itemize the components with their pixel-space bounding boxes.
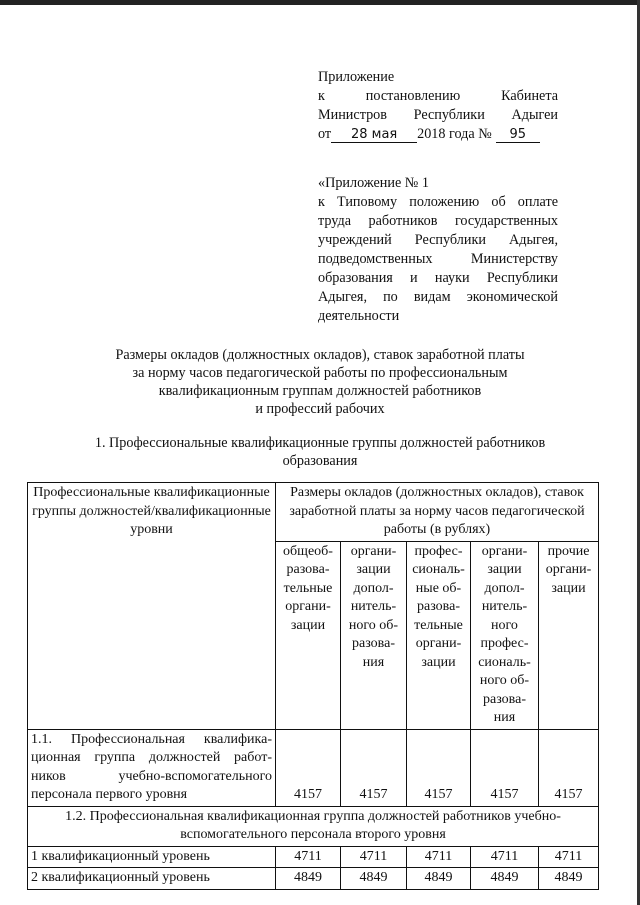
- appendix-note-line: к Типовому положению об оплате: [318, 194, 558, 210]
- table-row: [28, 806, 599, 846]
- subcol-vocational-ed: профес-сиональ-ные об-разова-тельные органи-зации: [407, 541, 471, 729]
- table-cell: 4849: [471, 868, 539, 890]
- word: Республики: [413, 107, 485, 123]
- word: постановлению: [365, 88, 461, 104]
- group-1-label: 1.1. Профессиональная квалифика-ционная группа должностей работ-ников учебно-вспомогательного персонала первого уровня: [28, 729, 276, 806]
- appendix-title: Приложение: [318, 69, 395, 85]
- section-title: [0, 434, 640, 470]
- table-cell: 4849: [539, 868, 599, 890]
- document-heading: [0, 346, 640, 418]
- word: Министров: [318, 107, 387, 123]
- table-cell: 4157: [341, 729, 407, 806]
- appendix-note-line: деятельности: [318, 308, 400, 324]
- table-row: [28, 729, 599, 806]
- date-year: 2018 года №: [417, 126, 492, 142]
- header-salaries: Размеры окладов (должностных окладов), ставок заработной платы за норму часов педагогической работы (в рублях): [276, 483, 599, 542]
- table-row: [28, 846, 599, 868]
- table-cell: 4849: [407, 868, 471, 890]
- subcol-general-ed: общеоб-разова-тельные органи-зации: [276, 541, 341, 729]
- group-2-title: 1.2. Профессиональная квалификационная группа должностей работников учебно-вспомогательного персонала второго уровня: [28, 806, 599, 846]
- table-cell: 4711: [276, 846, 341, 868]
- subcol-additional-ed: органи-зации допол-нитель-ного об-разова-ния: [341, 541, 407, 729]
- table-cell: 4711: [471, 846, 539, 868]
- scan-top-border: [0, 0, 640, 5]
- date-prefix: от: [318, 126, 332, 142]
- word: к: [318, 88, 325, 104]
- table-cell: 4157: [276, 729, 341, 806]
- appendix-note-line: учреждений Республики Адыгея,: [318, 232, 558, 248]
- subcol-additional-prof-ed: органи-зации допол-нитель-ного профес-сиональ-ного об-разова-ния: [471, 541, 539, 729]
- heading-line: за норму часов педагогической работы по профессиональным: [132, 365, 508, 381]
- heading-line: Размеры окладов (должностных окладов), ставок заработной платы: [115, 347, 525, 363]
- table-cell: 4711: [539, 846, 599, 868]
- table-cell: 4849: [276, 868, 341, 890]
- section-line: 1. Профессиональные квалификационные группы должностей работников: [94, 435, 546, 451]
- appendix-note-line: труда работников государственных: [318, 213, 558, 229]
- appendix-note-line: Адыгея, по видам экономической: [318, 289, 558, 305]
- appendix-line-3: [318, 106, 558, 125]
- row-label: 1 квалификационный уровень: [28, 846, 276, 868]
- salary-table: [27, 482, 599, 890]
- appendix-note-line: подведомственных Министерству: [318, 251, 558, 267]
- appendix-line-2: [318, 87, 558, 106]
- appendix-date-line: [318, 125, 558, 144]
- table-cell: 4711: [407, 846, 471, 868]
- handwritten-number: 95: [496, 127, 540, 143]
- table-cell: 4157: [471, 729, 539, 806]
- table-cell: 4157: [407, 729, 471, 806]
- table-cell: 4157: [539, 729, 599, 806]
- table-cell: 4849: [341, 868, 407, 890]
- subcol-other: прочие органи-зации: [539, 541, 599, 729]
- table-row: [28, 868, 599, 890]
- row-label: 2 квалификационный уровень: [28, 868, 276, 890]
- appendix-note: [318, 174, 558, 326]
- appendix-note-title: «Приложение № 1: [318, 175, 429, 191]
- table-cell: 4711: [341, 846, 407, 868]
- heading-line: квалификационным группам должностей работников: [158, 383, 482, 399]
- word: Кабинета: [501, 88, 559, 104]
- word: Адыгеи: [511, 107, 559, 123]
- table-header-row: [28, 483, 599, 542]
- section-line: образования: [282, 453, 358, 469]
- header-groups: Профессиональные квалификационные группы должностей/квалификационные уровни: [28, 483, 276, 730]
- heading-line: и профессий рабочих: [255, 401, 385, 417]
- handwritten-date: 28 мая: [331, 127, 417, 143]
- appendix-note-line: образования и науки Республики: [318, 270, 558, 286]
- appendix-header: [318, 68, 558, 144]
